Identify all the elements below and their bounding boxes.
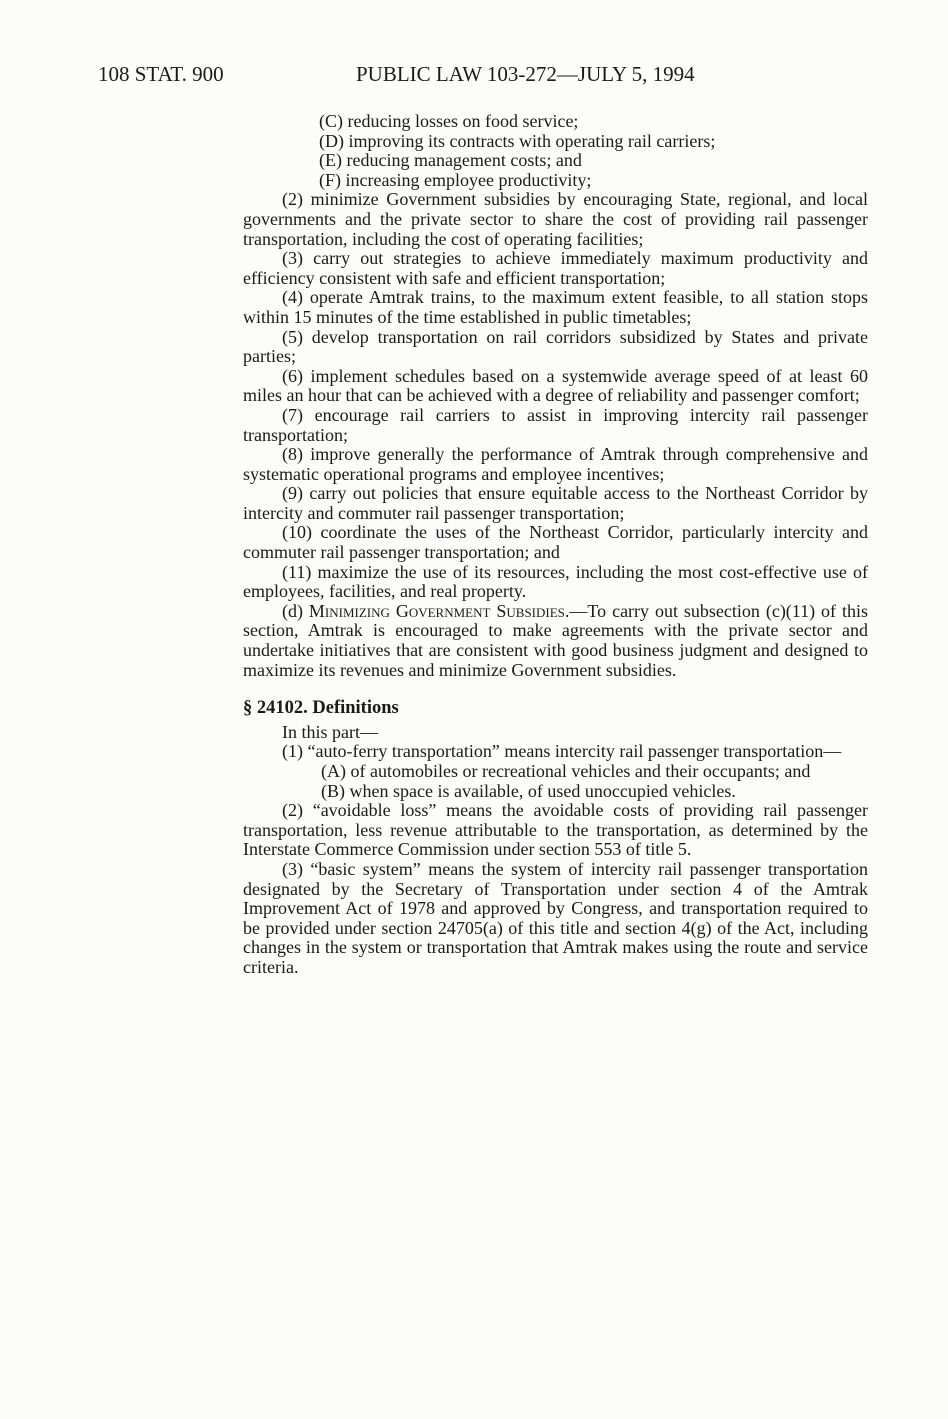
- list-item: (3) carry out strategies to achieve immediately maximum productivity and efficiency consistent with safe and efficient transportation;: [243, 248, 868, 288]
- list-item: (8) improve generally the performance of Amtrak through comprehensive and systematic operational programs and employee incentives;: [243, 444, 868, 484]
- subsection-d-caption: Minimizing Government Subsidies.: [308, 600, 570, 621]
- definition-subitem: (B) when space is available, of used unoccupied vehicles.: [321, 780, 736, 801]
- list-item: (C) reducing losses on food service;: [319, 111, 579, 131]
- list-item: (6) implement schedules based on a systemwide average speed of at least 60 miles an hour that can be achieved with a degree of reliability and passenger comfort;: [243, 365, 868, 406]
- definition-item: (1) “auto-ferry transportation” means intercity rail passenger transportation—: [282, 741, 842, 762]
- list-item: (D) improving its contracts with operating rail carriers;: [319, 130, 716, 151]
- list-item: (10) coordinate the uses of the Northeast Corridor, particularly intercity and commuter rail passenger transportation; and: [243, 522, 868, 563]
- document-body: [243, 112, 868, 978]
- subsection-d-text: —To carry out subsection (c)(11) of this section, Amtrak is encouraged to make agreements with the private sector and undertake initiatives that are consistent with good business judgment and designed to maximize its revenues and minimize Government subsidies.: [243, 600, 868, 680]
- list-item: (9) carry out policies that ensure equitable access to the Northeast Corridor by intercity and commuter rail passenger transportation;: [243, 483, 868, 523]
- list-item: (11) maximize the use of its resources, including the most cost-effective use of employees, facilities, and real property.: [243, 561, 868, 602]
- list-item: (2) minimize Government subsidies by encouraging State, regional, and local governments and the private sector to share the cost of providing rail passenger transportation, including the cost of operating facilities;: [243, 189, 868, 249]
- section-heading: § 24102. Definitions: [243, 698, 399, 719]
- list-item: (7) encourage rail carriers to assist in improving intercity rail passenger transportation;: [243, 404, 868, 445]
- running-head: PUBLIC LAW 103-272—JULY 5, 1994: [356, 62, 695, 86]
- definition-subitem: (A) of automobiles or recreational vehicles and their occupants; and: [321, 761, 811, 781]
- subsection-d: [243, 602, 868, 680]
- list-item: (E) reducing management costs; and: [319, 150, 582, 171]
- definition-item: (2) “avoidable loss” means the avoidable costs of providing rail passenger transportation, less revenue attributable to the transportation, as determined by the Interstate Commerce Commission under section 553 of title 5.: [243, 800, 868, 860]
- subsection-d-label: (d): [282, 600, 309, 621]
- list-item: (5) develop transportation on rail corridors subsidized by States and private parties;: [243, 326, 868, 367]
- section-intro: In this part—: [282, 721, 378, 742]
- list-item: (F) increasing employee productivity;: [319, 169, 592, 190]
- definition-item: (3) “basic system” means the system of intercity rail passenger transportation designated by the Secretary of Transportation under section 4 of the Amtrak Improvement Act of 1978 and approved by Congress, and transportation required to be provided under section 24705(a) of this title and section 4(g) of the Act, including changes in the system or transportation that Amtrak makes using the route and service criteria.: [243, 858, 868, 977]
- list-item: (4) operate Amtrak trains, to the maximum extent feasible, to all station stops within 15 minutes of the time established in public timetables;: [243, 287, 868, 327]
- statute-page-number: 108 STAT. 900: [98, 62, 224, 86]
